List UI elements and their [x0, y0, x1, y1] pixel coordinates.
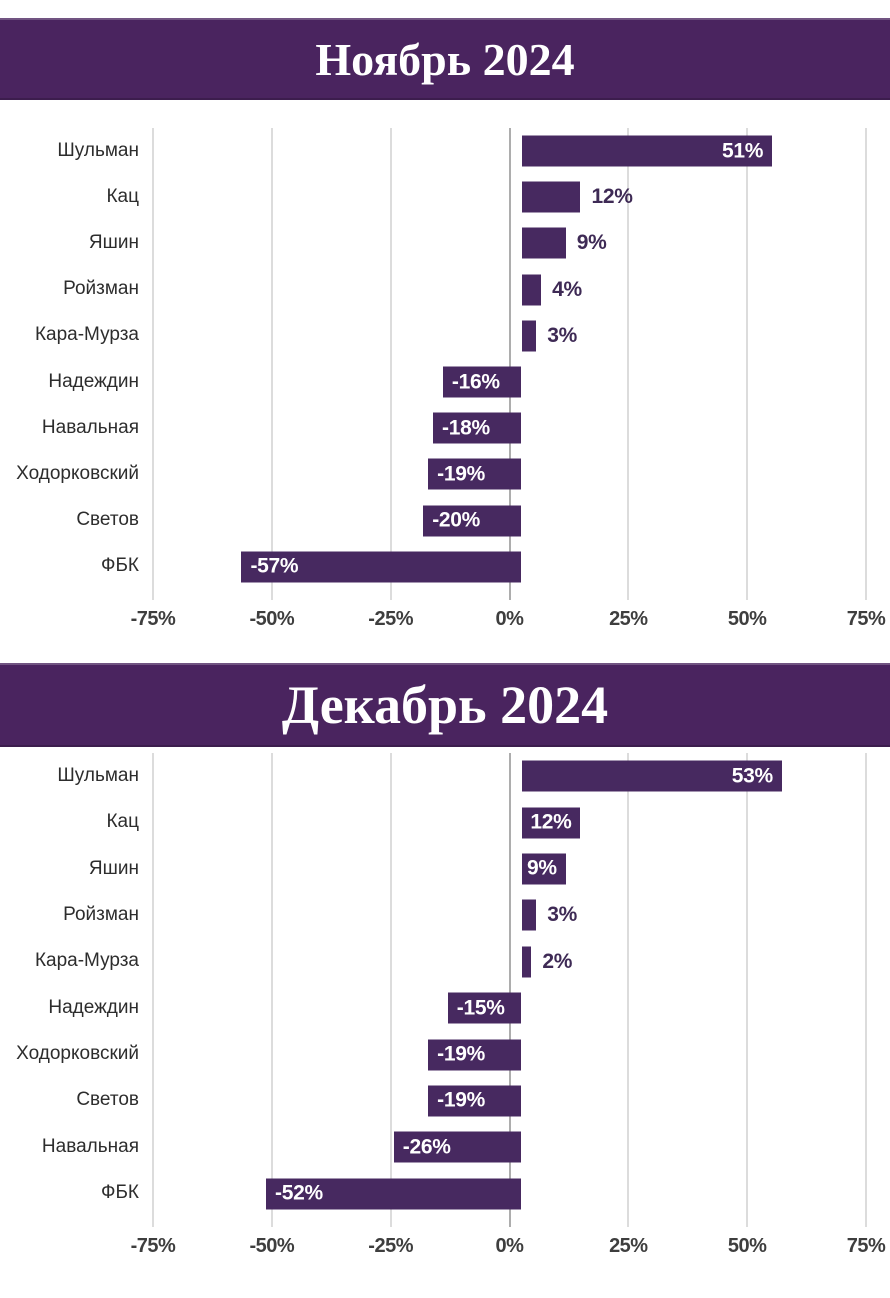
category-label: Кац: [106, 185, 139, 207]
x-axis-tick-label: 0%: [495, 608, 524, 630]
bar-row: [0, 846, 890, 892]
bar-row: [0, 359, 890, 405]
value-label: -19%: [437, 1042, 485, 1066]
bar-row: [0, 498, 890, 544]
bar: [522, 136, 773, 167]
x-axis-tick-label: 50%: [727, 608, 767, 630]
bar: [448, 993, 522, 1024]
value-label: -19%: [437, 1088, 485, 1112]
bar-row: [0, 799, 890, 845]
bar-track: [153, 451, 890, 497]
bar-track: [153, 128, 890, 174]
x-axis-tick-label: 75%: [846, 1235, 886, 1257]
bar-row: [0, 267, 890, 313]
category-label: Ройзман: [63, 278, 139, 300]
x-axis-tick-label: -75%: [130, 608, 176, 630]
value-label: -52%: [275, 1181, 323, 1205]
bar-row: [0, 128, 890, 174]
x-axis-tick-label: 25%: [609, 1235, 648, 1257]
bar: [522, 900, 537, 931]
category-label: Ройзман: [63, 903, 139, 925]
bar: [241, 551, 521, 582]
category-label: Светов: [76, 509, 139, 531]
value-label: 3%: [547, 903, 577, 927]
bar: [423, 505, 521, 536]
x-axis-tick-label: 75%: [846, 608, 886, 630]
x-axis-tick-label: -50%: [249, 1235, 295, 1257]
bar-rows: [0, 753, 890, 1217]
bar-row: [0, 405, 890, 451]
category-label: Надеждин: [48, 370, 139, 392]
category-label: Ходорковский: [16, 462, 139, 484]
bar: [522, 274, 542, 305]
x-axis-tick-label: -75%: [130, 1235, 176, 1257]
category-label: Навальная: [41, 416, 139, 438]
value-label: 53%: [731, 764, 773, 788]
value-label: 4%: [552, 277, 582, 301]
december-bar-chart: [0, 753, 890, 1262]
november-bar-chart: [0, 128, 890, 632]
x-axis-tick-label: 25%: [609, 608, 648, 630]
bar-track: [153, 498, 890, 544]
bar-track: [153, 846, 890, 892]
category-label: Надеждин: [48, 996, 139, 1018]
bar-row: [0, 451, 890, 497]
bar: [522, 320, 537, 351]
bar-row: [0, 939, 890, 985]
category-label: Яшин: [88, 857, 139, 879]
bar: [428, 1039, 521, 1070]
bar-rows: [0, 128, 890, 590]
bar-row: [0, 1078, 890, 1124]
bar: [522, 761, 782, 792]
x-axis-tick-label: -25%: [368, 1235, 414, 1257]
bar-track: [153, 405, 890, 451]
bar: [522, 946, 532, 977]
bar: [266, 1178, 521, 1209]
bar: [433, 413, 521, 444]
bar: [428, 459, 521, 490]
bar-track: [153, 313, 890, 359]
value-label: 2%: [542, 949, 573, 973]
bar: [522, 182, 581, 213]
category-label: Навальная: [41, 1135, 139, 1157]
bar-row: [0, 313, 890, 359]
category-label: Ходорковский: [16, 1043, 139, 1065]
x-axis-tick-label: -50%: [249, 608, 295, 630]
bar-track: [153, 985, 890, 1031]
category-label: Светов: [76, 1089, 139, 1111]
bar-track: [153, 174, 890, 220]
category-label: Шульман: [57, 764, 139, 786]
bar-track: [153, 1031, 890, 1077]
bar-row: [0, 985, 890, 1031]
value-label: -57%: [250, 554, 299, 578]
bar-track: [153, 939, 890, 985]
category-label: Яшин: [88, 232, 139, 254]
value-label: 9%: [576, 231, 607, 255]
bar: [522, 807, 581, 838]
december-title-banner: [0, 663, 890, 747]
bar-row: [0, 1031, 890, 1077]
value-label: -18%: [442, 416, 490, 440]
bar-row: [0, 174, 890, 220]
bar-track: [153, 267, 890, 313]
value-label: -16%: [451, 370, 500, 394]
bar-track: [153, 1124, 890, 1170]
bar: [522, 228, 566, 259]
bar-row: [0, 544, 890, 590]
bar-row: [0, 1124, 890, 1170]
category-label: Кара-Мурза: [34, 324, 139, 346]
category-label: ФБК: [101, 1182, 139, 1204]
value-label: 9%: [526, 856, 557, 880]
bar: [394, 1132, 522, 1163]
value-label: -19%: [437, 462, 485, 486]
november-chart-title: Ноябрь 2024: [315, 33, 575, 85]
value-label: -26%: [402, 1135, 451, 1159]
bar: [522, 853, 566, 884]
category-label: Кац: [106, 811, 139, 833]
bar-row: [0, 220, 890, 266]
category-label: Шульман: [57, 139, 139, 161]
bar-track: [153, 1078, 890, 1124]
value-label: 12%: [530, 810, 572, 834]
bar-row: [0, 1171, 890, 1217]
x-axis-tick-label: 50%: [727, 1235, 767, 1257]
value-label: -20%: [432, 508, 481, 532]
category-label: ФБК: [101, 555, 139, 577]
bar-track: [153, 359, 890, 405]
x-axis-tick-label: -25%: [368, 608, 414, 630]
bar-row: [0, 892, 890, 938]
bar-row: [0, 753, 890, 799]
value-label: 3%: [547, 323, 577, 347]
bar: [443, 367, 522, 398]
november-title-banner: [0, 18, 890, 100]
value-label: 12%: [591, 185, 633, 209]
bar: [428, 1085, 521, 1116]
december-chart-title: Декабрь 2024: [281, 675, 609, 735]
bar-track: [153, 220, 890, 266]
bar-track: [153, 1171, 890, 1217]
bar-track: [153, 753, 890, 799]
bar-track: [153, 544, 890, 590]
bar-track: [153, 892, 890, 938]
bar-track: [153, 799, 890, 845]
value-label: 51%: [721, 139, 764, 163]
x-axis-tick-label: 0%: [495, 1235, 524, 1257]
category-label: Кара-Мурза: [34, 950, 139, 972]
value-label: -15%: [456, 996, 505, 1020]
